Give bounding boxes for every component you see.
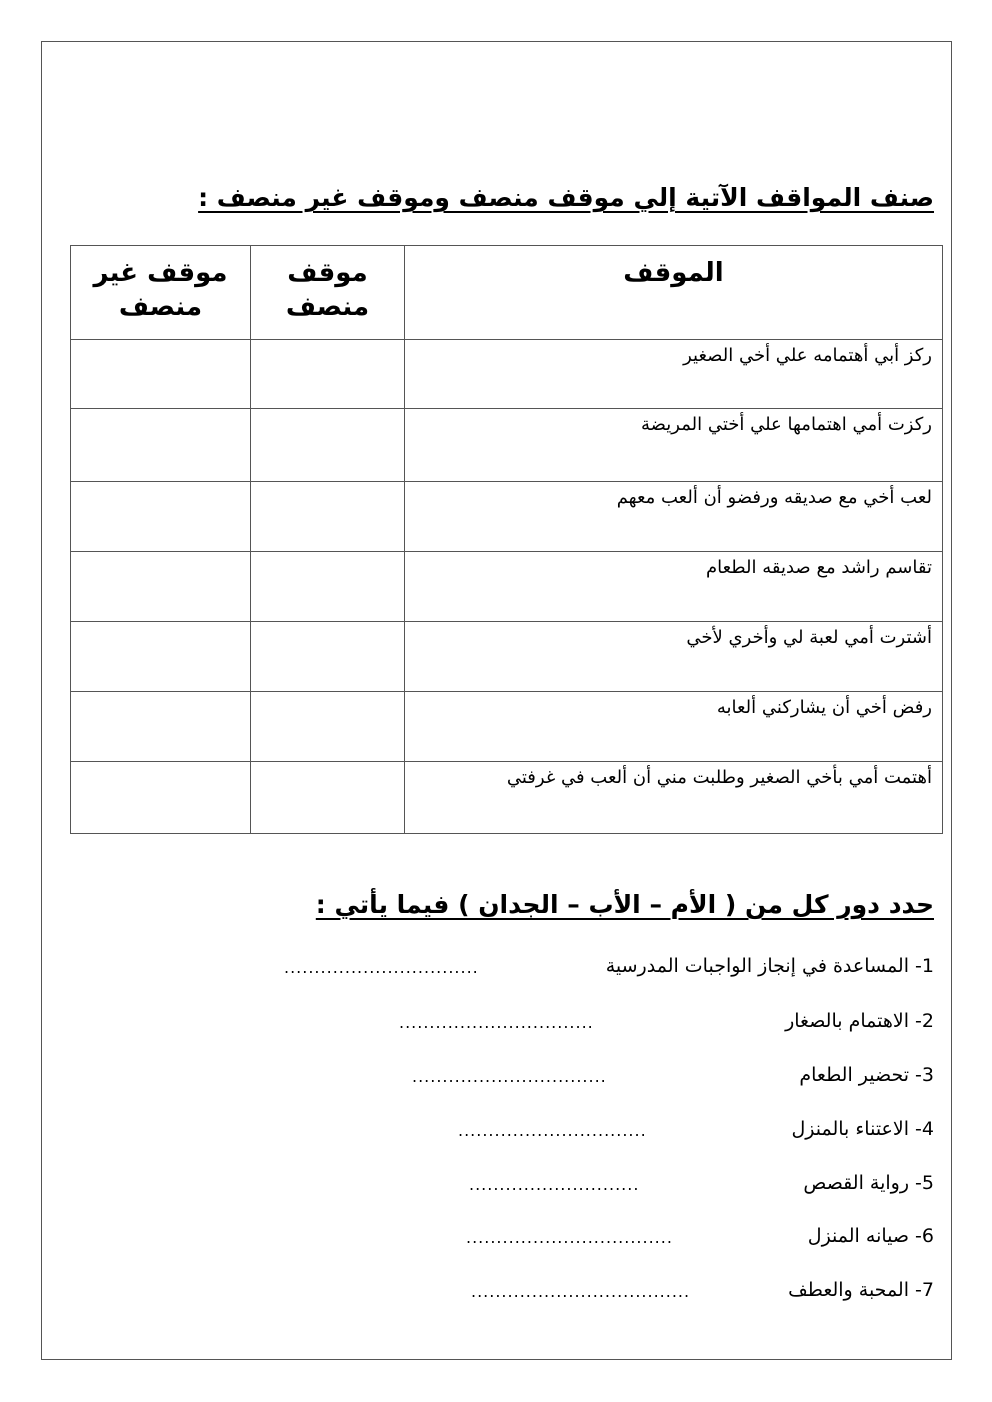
table-row — [71, 482, 943, 552]
situation-cell: تقاسم راشد مع صديقه الطعام — [405, 552, 943, 622]
role-item-label: 6- صيانه المنزل — [807, 1225, 934, 1247]
unfair-answer-cell[interactable] — [71, 622, 251, 692]
header-fair — [251, 246, 405, 340]
fair-answer-cell[interactable] — [251, 482, 405, 552]
situation-cell: ركزت أمي اهتمامها علي أختي المريضة — [405, 409, 943, 482]
role-answer-blank[interactable]: ............................... — [458, 1121, 647, 1140]
header-situation: الموقف — [405, 246, 943, 340]
unfair-answer-cell[interactable] — [71, 762, 251, 834]
role-answer-blank[interactable]: ................................ — [399, 1013, 594, 1032]
unfair-answer-cell[interactable] — [71, 482, 251, 552]
situation-cell: أشترت أمي لعبة لي وأخري لأخي — [405, 622, 943, 692]
fair-answer-cell[interactable] — [251, 552, 405, 622]
fair-answer-cell[interactable] — [251, 340, 405, 409]
table-row — [71, 692, 943, 762]
header-fair-label: موقف منصف — [285, 258, 370, 322]
role-item-label: 7- المحبة والعطف — [788, 1279, 934, 1301]
situation-cell: ركز أبي أهتمامه علي أخي الصغير — [405, 340, 943, 409]
table-header-row — [71, 246, 943, 340]
fair-answer-cell[interactable] — [251, 409, 405, 482]
role-item-label: 4- الاعتناء بالمنزل — [791, 1118, 934, 1140]
situation-cell: رفض أخي أن يشاركني ألعابه — [405, 692, 943, 762]
unfair-answer-cell[interactable] — [71, 552, 251, 622]
role-answer-blank[interactable]: ............................ — [469, 1175, 640, 1194]
unfair-answer-cell[interactable] — [71, 692, 251, 762]
role-item-label: 1- المساعدة في إنجاز الواجبات المدرسية — [605, 955, 934, 977]
table-row — [71, 762, 943, 834]
header-unfair-label: موقف غير منصف — [93, 258, 228, 322]
role-answer-blank[interactable]: .................................... — [471, 1282, 691, 1301]
role-item-label: 3- تحضير الطعام — [799, 1064, 934, 1086]
table-row — [71, 552, 943, 622]
fair-answer-cell[interactable] — [251, 622, 405, 692]
situation-cell: أهتمت أمي بأخي الصغير وطلبت مني أن ألعب في غرفتي — [405, 762, 943, 834]
classification-table — [70, 245, 943, 834]
table-row — [71, 409, 943, 482]
unfair-answer-cell[interactable] — [71, 409, 251, 482]
fair-answer-cell[interactable] — [251, 692, 405, 762]
table-row — [71, 340, 943, 409]
section2-title: حدد دور كل من ( الأم – الأب – الجدان ) فيما يأتي : — [315, 890, 934, 919]
section1-title: صنف المواقف الآتية إلي موقف منصف وموقف غير منصف : — [198, 183, 934, 212]
role-item-label: 2- الاهتمام بالصغار — [785, 1010, 934, 1032]
situation-cell: لعب أخي مع صديقه ورفضو أن ألعب معهم — [405, 482, 943, 552]
role-answer-blank[interactable]: .................................. — [466, 1228, 673, 1247]
fair-answer-cell[interactable] — [251, 762, 405, 834]
role-item-label: 5- رواية القصص — [803, 1172, 934, 1194]
role-answer-blank[interactable]: ................................ — [412, 1067, 607, 1086]
role-answer-blank[interactable]: ................................ — [284, 958, 479, 977]
header-unfair — [71, 246, 251, 340]
unfair-answer-cell[interactable] — [71, 340, 251, 409]
table-row — [71, 622, 943, 692]
